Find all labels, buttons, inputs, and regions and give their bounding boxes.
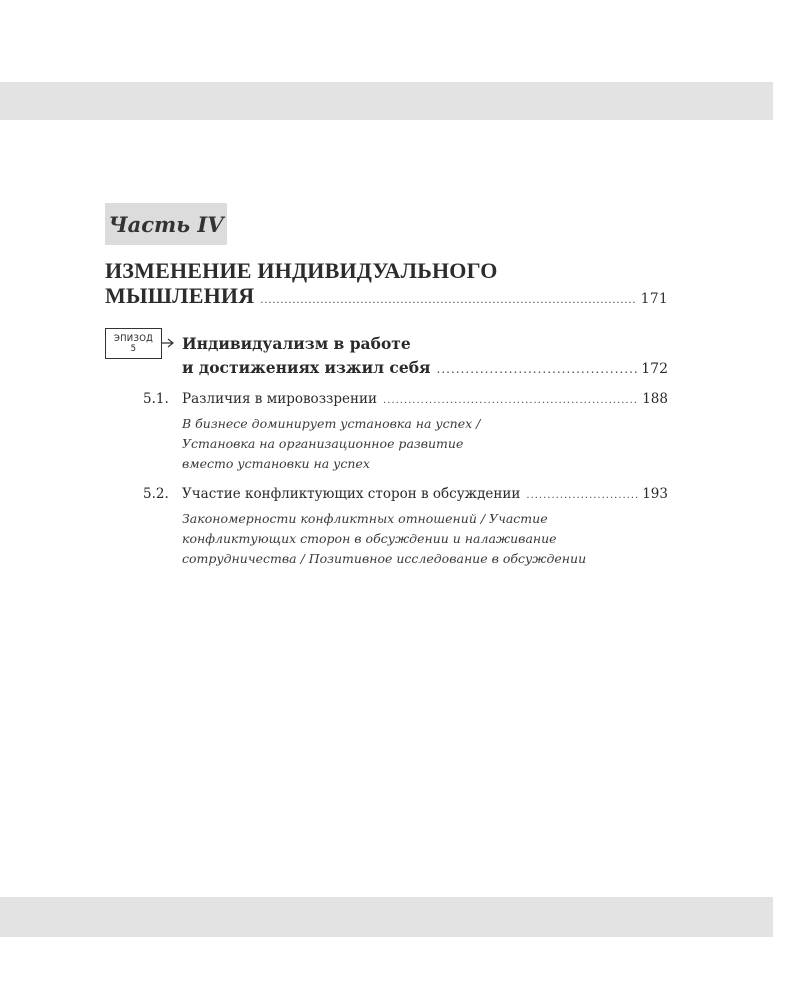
episode-title-line1: Индивидуализм в работе — [182, 334, 411, 353]
section-heading — [143, 484, 668, 506]
section-description-line: В бизнесе доминирует установка на успех / — [182, 416, 481, 431]
part-label-text: Часть IV — [108, 211, 224, 237]
leader-dots — [437, 357, 638, 381]
leader-dots — [260, 287, 636, 312]
part-page-number: 171 — [640, 291, 668, 307]
part-title-line2: МЫШЛЕНИЯ — [105, 283, 255, 308]
section-entry-5-2[interactable] — [143, 484, 668, 569]
section-description — [182, 509, 668, 569]
episode-page-number: 172 — [641, 361, 668, 377]
section-description-line: сотрудничества / Позитивное исследование в обсуждении — [182, 551, 587, 566]
part-title-entry[interactable] — [105, 258, 668, 312]
episode-badge — [105, 328, 162, 359]
episode-title-entry[interactable] — [182, 332, 668, 381]
section-title: Участие конфликтующих сторон в обсуждении — [182, 486, 521, 502]
section-page-number: 193 — [642, 486, 668, 502]
part-label — [105, 203, 227, 245]
part-title-line1: ИЗМЕНЕНИЕ ИНДИВИДУАЛЬНОГО — [105, 258, 498, 283]
leader-dots — [383, 391, 638, 411]
episode-badge-word: ЭПИЗОД — [113, 334, 154, 344]
episode-badge-number: 5 — [130, 344, 137, 354]
section-description-line: Закономерности конфликтных отношений / Участие — [182, 511, 548, 526]
leader-dots — [526, 486, 638, 506]
part-title-line2-row — [105, 283, 668, 312]
section-heading — [143, 389, 668, 411]
footer-band — [0, 897, 773, 937]
episode-title-line2-row — [182, 356, 668, 381]
section-description-line: конфликтующих сторон в обсуждении и налаживание — [182, 531, 557, 546]
episode-title-line2: и достижениях изжил себя — [182, 358, 431, 377]
section-description-line: вместо установки на успех — [182, 456, 370, 471]
section-description-line: Установка на организационное развитие — [182, 436, 464, 451]
section-entry-5-1[interactable] — [143, 389, 668, 474]
section-description — [182, 414, 668, 474]
section-number: 5.1. — [143, 391, 169, 407]
section-title: Различия в мировоззрении — [182, 391, 378, 407]
section-number: 5.2. — [143, 486, 169, 502]
section-page-number: 188 — [642, 391, 668, 407]
header-band — [0, 82, 773, 120]
arrow-right-icon — [162, 337, 176, 349]
